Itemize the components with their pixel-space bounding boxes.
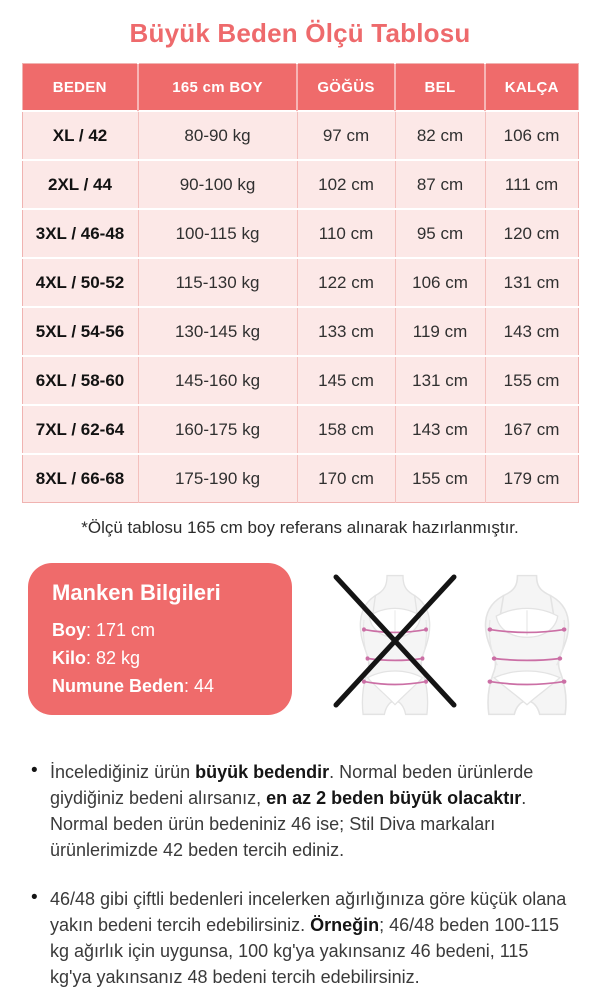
table-cell: 115-130 kg (138, 258, 297, 307)
column-header-0: BEDEN (22, 64, 138, 112)
table-cell: 6XL / 58-60 (22, 356, 138, 405)
table-cell: 133 cm (297, 307, 395, 356)
table-cell: 3XL / 46-48 (22, 209, 138, 258)
model-info-fields (52, 616, 282, 700)
table-cell: 119 cm (395, 307, 485, 356)
correct-size-figure (474, 569, 580, 719)
info-note: • İncelediğiniz ürün büyük bedendir. Normal beden ürünlerde giydiğiniz bedeni alırsanız, en az 2 beden büyük olacaktır. Normal beden ürün bedeniniz 46 ise; Stil Diva markaları ürünlerimizde 42 beden tercih ediniz. (30, 759, 574, 863)
table-cell: 120 cm (485, 209, 578, 258)
table-cell: 106 cm (395, 258, 485, 307)
table-cell: 106 cm (485, 111, 578, 160)
info-note: • 46/48 gibi çiftli bedenleri incelerken ağırlığınıza göre küçük olana yakın bedeni tercih edebilirsiniz. Örneğin; 46/48 beden 100-115 kg ağırlık için uygunsa, 100 kg'ya yakınsanız 46 bedeni, 115 kg'ya yakınsanız 48 bedeni tercih edebilirsiniz. (30, 886, 574, 990)
table-cell: 97 cm (297, 111, 395, 160)
size-chart-body (22, 111, 578, 503)
table-cell: 82 cm (395, 111, 485, 160)
table-row (22, 111, 578, 160)
model-info-card (28, 563, 292, 715)
model-info-title: Manken Bilgileri (52, 580, 221, 605)
column-header-1: 165 cm BOY (138, 64, 297, 112)
model-info-field: Kilo: 82 kg (52, 648, 141, 668)
size-chart-header-row (22, 64, 578, 112)
table-cell: 143 cm (395, 405, 485, 454)
table-row (22, 405, 578, 454)
table-cell: 87 cm (395, 160, 485, 209)
table-cell: 145-160 kg (138, 356, 297, 405)
table-cell: 111 cm (485, 160, 578, 209)
table-row (22, 258, 578, 307)
table-cell: 102 cm (297, 160, 395, 209)
table-cell: 90-100 kg (138, 160, 297, 209)
table-cell: 7XL / 62-64 (22, 405, 138, 454)
table-cell: 131 cm (395, 356, 485, 405)
table-cell: 143 cm (485, 307, 578, 356)
table-cell: 2XL / 44 (22, 160, 138, 209)
table-cell: 100-115 kg (138, 209, 297, 258)
measurement-figures (342, 569, 580, 719)
table-cell: 122 cm (297, 258, 395, 307)
table-cell: 155 cm (395, 454, 485, 503)
table-cell: 4XL / 50-52 (22, 258, 138, 307)
cross-out-x-icon (332, 571, 458, 711)
model-info-field: Boy: 171 cm (52, 620, 156, 640)
table-cell: 170 cm (297, 454, 395, 503)
table-row (22, 454, 578, 503)
column-header-4: KALÇA (485, 64, 578, 112)
table-cell: 167 cm (485, 405, 578, 454)
table-row (22, 160, 578, 209)
table-row (22, 209, 578, 258)
info-notes-list (30, 759, 574, 990)
table-row (22, 356, 578, 405)
page-title: Büyük Beden Ölçü Tablosu (129, 18, 471, 48)
size-chart-table (22, 63, 579, 503)
table-cell: 158 cm (297, 405, 395, 454)
table-cell: 8XL / 66-68 (22, 454, 138, 503)
table-cell: 80-90 kg (138, 111, 297, 160)
table-row (22, 307, 578, 356)
wrong-size-figure (342, 569, 448, 719)
table-cell: 131 cm (485, 258, 578, 307)
table-cell: 95 cm (395, 209, 485, 258)
table-cell: 110 cm (297, 209, 395, 258)
table-cell: 160-175 kg (138, 405, 297, 454)
table-cell: 179 cm (485, 454, 578, 503)
model-info-section (0, 555, 600, 731)
column-header-3: BEL (395, 64, 485, 112)
plus-size-body-figure-icon (474, 569, 580, 719)
column-header-2: GÖĞÜS (297, 64, 395, 112)
table-cell: 5XL / 54-56 (22, 307, 138, 356)
model-info-field: Numune Beden: 44 (52, 676, 215, 696)
table-cell: XL / 42 (22, 111, 138, 160)
table-cell: 175-190 kg (138, 454, 297, 503)
table-footnote: *Ölçü tablosu 165 cm boy referans alınarak hazırlanmıştır. (81, 518, 519, 537)
table-cell: 155 cm (485, 356, 578, 405)
table-cell: 130-145 kg (138, 307, 297, 356)
table-cell: 145 cm (297, 356, 395, 405)
